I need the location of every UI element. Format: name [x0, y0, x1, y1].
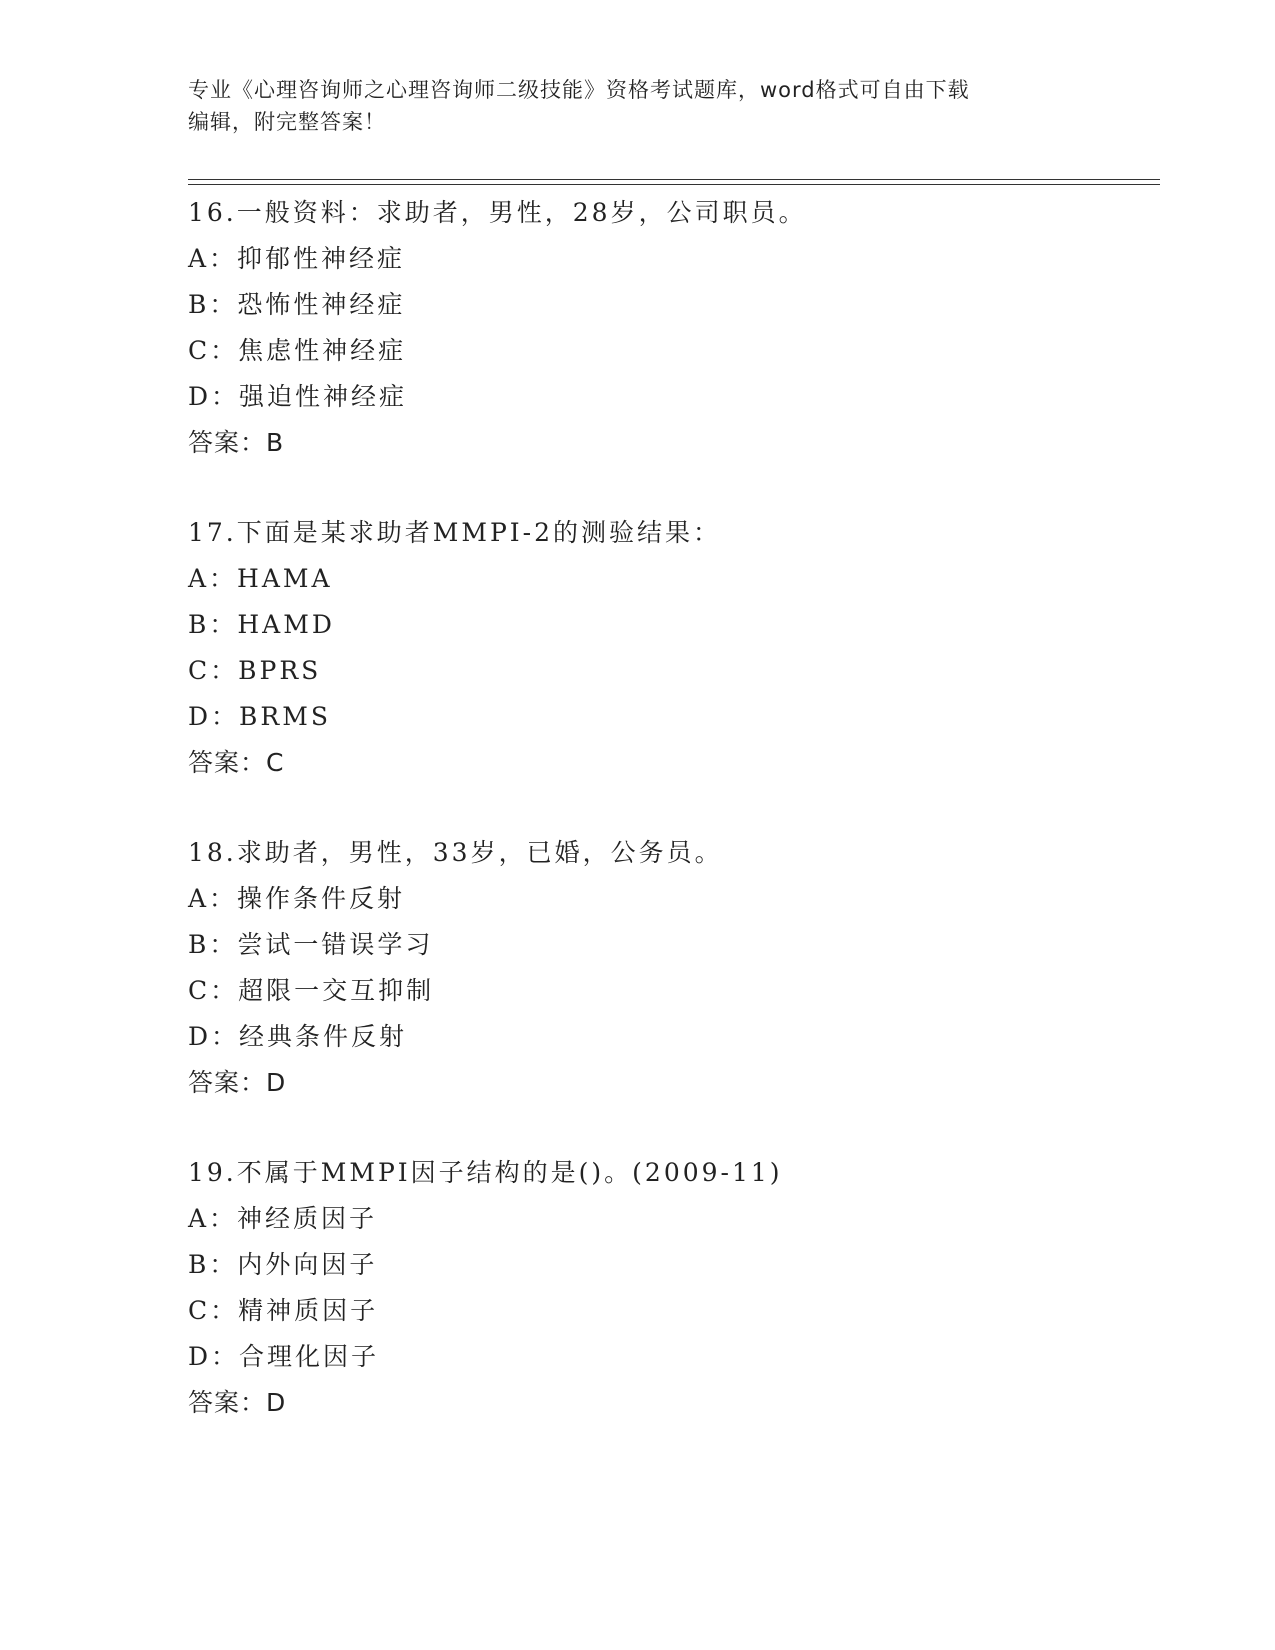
header-line-1: 专业《心理咨询师之心理咨询师二级技能》资格考试题库，word格式可自由下载 — [188, 78, 970, 102]
question-stem: 17.下面是某求助者MMPI-2的测验结果： — [188, 518, 722, 547]
header-line-2: 编辑，附完整答案！ — [188, 110, 386, 134]
option-a: A：操作条件反射 — [188, 884, 406, 913]
option-c: C：BPRS — [188, 656, 322, 685]
question-stem: 18.求助者，男性，33岁，已婚，公务员。 — [188, 838, 723, 867]
question-19 — [188, 1150, 1160, 1426]
answer: 答案：B — [188, 428, 285, 457]
question-stem: 19.不属于MMPI因子结构的是()。(2009-11) — [188, 1158, 783, 1187]
option-d: D：经典条件反射 — [188, 1022, 408, 1051]
answer: 答案：C — [188, 748, 285, 777]
option-d: D：合理化因子 — [188, 1342, 380, 1371]
document-header — [188, 74, 1088, 138]
header-divider-top — [188, 179, 1160, 180]
option-c: C：精神质因子 — [188, 1296, 379, 1325]
option-b: B：内外向因子 — [188, 1250, 378, 1279]
option-d: D：BRMS — [188, 702, 331, 731]
option-b: B：尝试一错误学习 — [188, 930, 434, 959]
option-b: B：恐怖性神经症 — [188, 290, 406, 319]
question-16 — [188, 190, 1160, 466]
answer: 答案：D — [188, 1068, 287, 1097]
option-a: A：抑郁性神经症 — [188, 244, 406, 273]
question-18 — [188, 830, 1160, 1106]
option-c: C：焦虑性神经症 — [188, 336, 407, 365]
question-17 — [188, 510, 1160, 786]
header-divider-bottom — [188, 184, 1160, 185]
option-c: C：超限一交互抑制 — [188, 976, 435, 1005]
option-a: A：HAMA — [188, 564, 333, 593]
option-b: B：HAMD — [188, 610, 335, 639]
question-stem: 16.一般资料：求助者，男性，28岁，公司职员。 — [188, 198, 807, 227]
option-d: D：强迫性神经症 — [188, 382, 408, 411]
answer: 答案：D — [188, 1388, 287, 1417]
option-a: A：神经质因子 — [188, 1204, 378, 1233]
